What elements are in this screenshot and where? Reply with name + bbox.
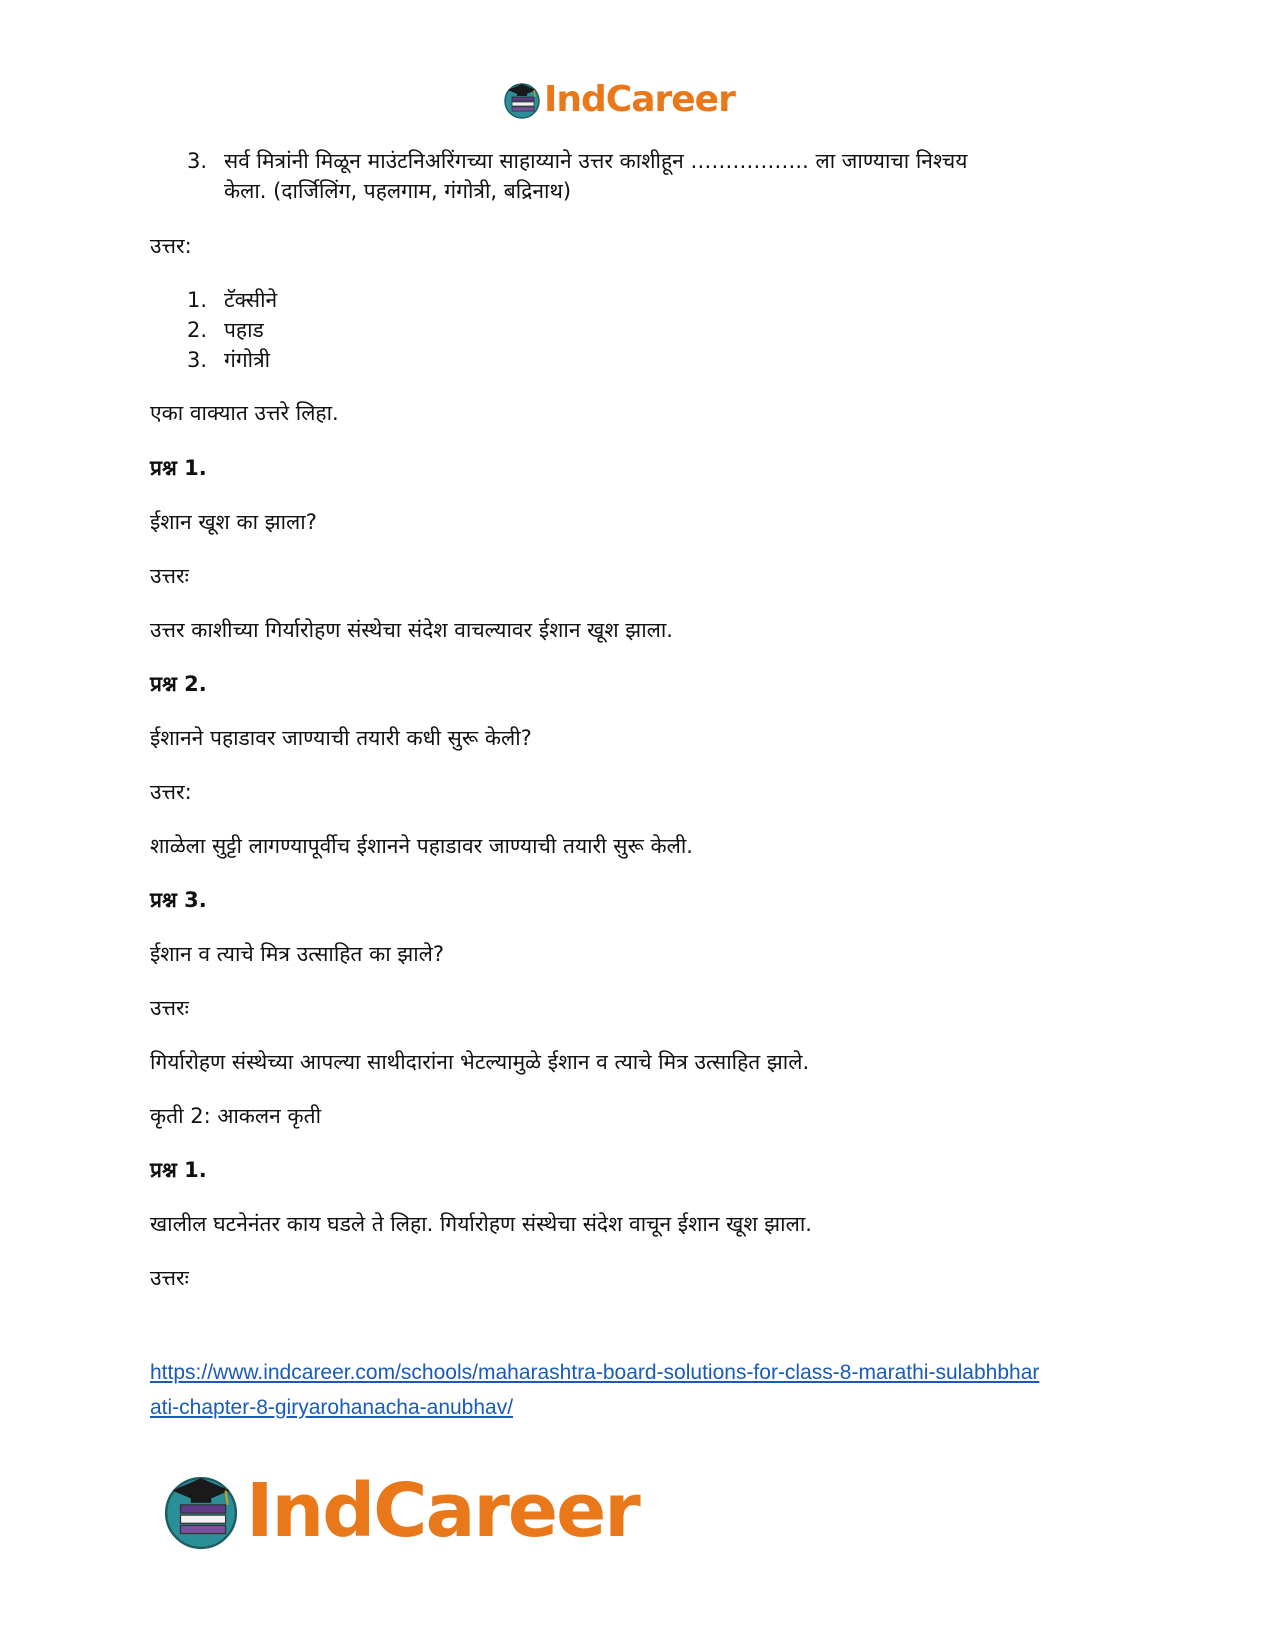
list-number: 3. [187, 348, 208, 372]
answer-label: उत्तरः [150, 564, 189, 588]
graduation-globe-icon [160, 1470, 242, 1552]
answer-text: शाळेला सुट्टी लागण्यापूर्वीच ईशानने पहाडावर जाण्याची तयारी सुरू केली. [150, 834, 693, 858]
answer-item: गंगोत्री [224, 348, 271, 372]
intro-item-line2: केला. (दार्जिलिंग, पहलगाम, गंगोत्री, बद्रिनाथ) [224, 179, 572, 203]
list-number: 2. [187, 318, 208, 342]
question-text: ईशान व त्याचे मित्र उत्साहित का झाले? [150, 942, 445, 966]
answer-label: उत्तर: [150, 780, 192, 804]
answer-item: पहाड [224, 318, 264, 342]
header-logo [502, 80, 735, 120]
question-label: प्रश्न 1. [150, 456, 207, 480]
answer-text: उत्तर काशीच्या गिर्यारोहण संस्थेचा संदेश वाचल्यावर ईशान खूश झाला. [150, 618, 673, 642]
activity-heading: कृती 2: आकलन कृती [150, 1104, 322, 1128]
question-text: ईशानने पहाडावर जाण्याची तयारी कधी सुरू केली? [150, 726, 532, 750]
source-link-line2[interactable]: ati-chapter-8-giryarohanacha-anubhav/ [150, 1396, 514, 1419]
question-label: प्रश्न 2. [150, 672, 207, 696]
answer-label: उत्तर: [150, 234, 192, 258]
question-text: ईशान खूश का झाला? [150, 510, 317, 534]
logo-wordmark: IndCareer [544, 79, 735, 120]
question-text: खालील घटनेनंतर काय घडले ते लिहा. गिर्यारोहण संस्थेचा संदेश वाचून ईशान खूश झाला. [150, 1212, 812, 1236]
answer-label: उत्तरः [150, 1266, 189, 1290]
question-label: प्रश्न 1. [150, 1158, 207, 1182]
graduation-globe-icon [502, 80, 542, 120]
source-link-line1[interactable]: https://www.indcareer.com/schools/maharashtra-board-solutions-for-class-8-marathi-sulabhbhar [150, 1361, 1040, 1384]
intro-item-line1: सर्व मित्रांनी मिळून माउंटनिअरिंगच्या साहाय्याने उत्तर काशीहून …………….. ला जाण्याचा निश्चय [224, 149, 968, 173]
logo-wordmark: IndCareer [246, 1468, 639, 1554]
list-number: 3. [187, 149, 208, 173]
footer-logo [160, 1470, 639, 1552]
question-label: प्रश्न 3. [150, 888, 207, 912]
answer-label: उत्तरः [150, 996, 189, 1020]
answer-text: गिर्यारोहण संस्थेच्या आपल्या साथीदारांना भेटल्यामुळे ईशान व त्याचे मित्र उत्साहित झाले. [150, 1050, 810, 1074]
answer-item: टॅक्सीने [224, 288, 278, 312]
list-number: 1. [187, 288, 208, 312]
section-heading: एका वाक्यात उत्तरे लिहा. [150, 401, 339, 425]
